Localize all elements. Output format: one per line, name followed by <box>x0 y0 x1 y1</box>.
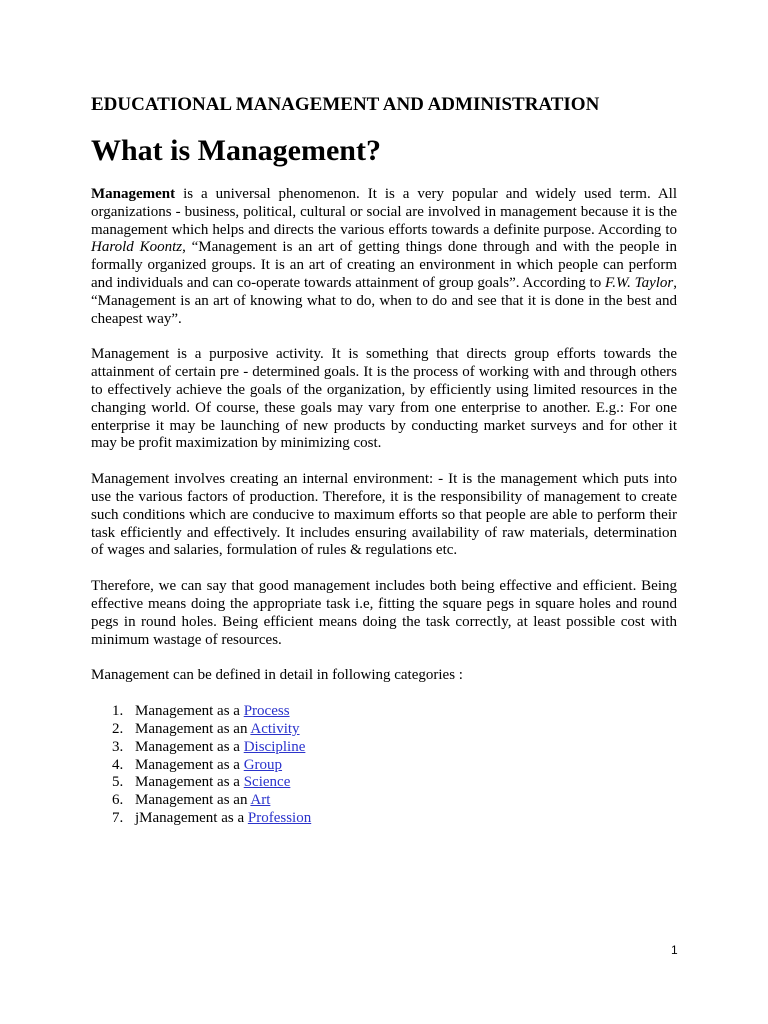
list-item <box>91 774 677 792</box>
list-item-number: 3. <box>112 738 124 755</box>
paragraph-purposive-activity: Management is a purposive activity. It is something that directs group efforts towards the attainment of certain pre - determined goals. It is the process of working with and through others to effectively achieve the goals of the organization, by efficiently using limited resources in the changing world. Of course, these goals may vary from one enterprise to another. E.g.: For one enterprise it may be launching of new products by conducting market surveys and for other it may be profit maximization by minimizing cost. <box>91 346 677 452</box>
list-item-number: 2. <box>112 720 124 737</box>
list-item-text: Management as a <box>135 774 244 791</box>
list-item-text: Management as an <box>135 720 251 737</box>
list-item-text: jManagement as a <box>135 809 248 826</box>
paragraph-categories-intro: Management can be defined in detail in following categories : <box>91 667 463 684</box>
list-item <box>91 757 677 775</box>
list-item-text: Management as a <box>135 738 244 755</box>
bold-term-management: Management <box>91 186 176 202</box>
list-item-text: Management as an <box>135 792 251 809</box>
page-title: What is Management? <box>91 134 381 167</box>
list-item-number: 1. <box>112 703 124 720</box>
list-item <box>91 721 677 739</box>
paragraph-effective-efficient: Therefore, we can say that good management includes both being effective and efficient. Being effective means doing the appropriate task i.e, fitting the square pegs in square holes and round pegs in round holes. Being efficient means doing the task correctly, at least possible cost with minimum wastage of resources. <box>91 578 677 648</box>
link-group[interactable]: Group <box>243 756 283 773</box>
page-number: 1 <box>671 943 678 957</box>
list-item <box>91 792 677 810</box>
paragraph-text: is a universal phenomenon. It is a very popular and widely used term. All organizations - business, political, cultural or social are involved in management because it is the management which helps and directs the various efforts towards a definite purpose. According to <box>91 186 677 238</box>
categories-list <box>91 703 677 828</box>
author-name-koontz: Harold Koontz <box>91 239 183 256</box>
list-item-number: 6. <box>112 792 124 809</box>
link-activity[interactable]: Activity <box>250 720 300 737</box>
link-science[interactable]: Science <box>243 774 291 791</box>
link-art[interactable]: Art <box>250 792 271 809</box>
link-profession[interactable]: Profession <box>247 809 312 826</box>
list-item-text: Management as a <box>135 756 244 773</box>
list-item-number: 7. <box>112 809 124 826</box>
paragraph-definition <box>91 186 677 328</box>
link-process[interactable]: Process <box>243 703 290 720</box>
document-header: EDUCATIONAL MANAGEMENT AND ADMINISTRATION <box>91 94 600 115</box>
paragraph-text: , “Management is an art of getting things done through and with the people in formally organized groups. It is an art of creating an environment in which people can perform and individuals and can co-operate towards attainment of group goals”. According to <box>91 239 677 291</box>
list-item <box>91 703 677 721</box>
list-item-number: 5. <box>112 774 124 791</box>
link-discipline[interactable]: Discipline <box>243 738 306 755</box>
list-item <box>91 810 677 828</box>
list-item-text: Management as a <box>135 703 244 720</box>
paragraph-internal-environment: Management involves creating an internal environment: - It is the management which puts into use the various factors of production. Therefore, it is the responsibility of management to create such conditions which are conducive to maximum efforts so that people are able to perform their task efficiently and effectively. It includes ensuring availability of raw materials, determination of wages and salaries, formulation of rules & regulations etc. <box>91 471 677 559</box>
paragraph-text: , “Management is an art of knowing what to do, when to do and see that it is done in the best and cheapest way”. <box>91 274 677 327</box>
list-item-number: 4. <box>112 756 124 773</box>
list-item <box>91 739 677 757</box>
author-name-taylor: F.W. Taylor <box>604 274 674 291</box>
page-content <box>91 93 677 828</box>
